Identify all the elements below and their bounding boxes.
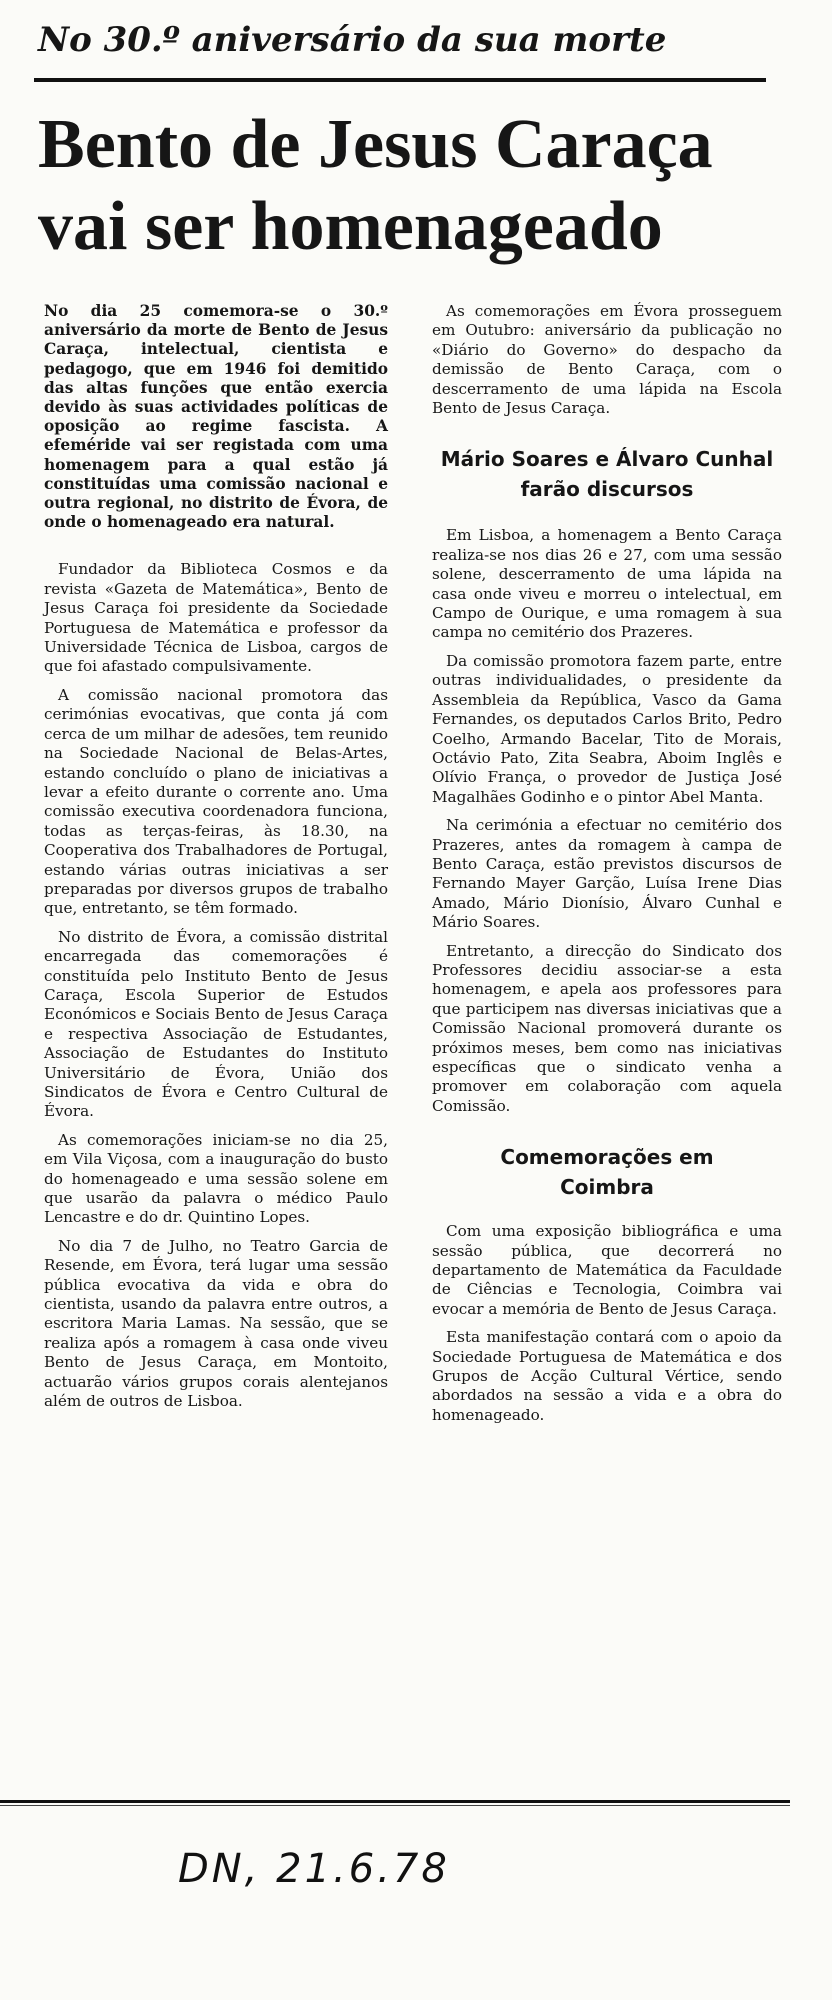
body-paragraph: As comemorações iniciam-se no dia 25, em Vila Viçosa, com a inauguração do busto do homenageado e uma sessão solene em que usarão da palavra o médico Paulo Lencastre e do dr. Quintino Lopes. <box>44 1130 388 1227</box>
body-paragraph: No dia 7 de Julho, no Teatro Garcia de Resende, em Évora, terá lugar uma sessão pública evocativa da vida e obra do cientista, usando da palavra entre outros, a escritora Maria Lamas. Na sessão, que se realiza após a romagem à casa onde viveu Bento de Jesus Caraça, em Montoito, actuarão vários grupos corais alentejanos além de outros de Lisboa. <box>44 1236 388 1411</box>
bottom-rule <box>0 1800 790 1803</box>
body-paragraph: A comissão nacional promotora das cerimónias evocativas, que conta já com cerca de um milhar de adesões, tem reunido na Sociedade Nacional de Belas-Artes, estando concluído o plano de iniciativas a levar a efeito durante o corrente ano. Uma comissão executiva coordenadora funciona, todas as terças-feiras, às 18.30, na Cooperativa dos Trabalhadores de Portugal, estando várias outras iniciativas a ser preparadas por diversos grupos de trabalho que, entretanto, se têm formado. <box>44 685 388 918</box>
bottom-rule-thin <box>0 1805 790 1806</box>
left-column <box>44 302 388 1421</box>
body-paragraph: No distrito de Évora, a comissão distrital encarregada das comemorações é constituída pelo Instituto Bento de Jesus Caraça, Escola Superior de Estudos Económicos e Sociais Bento de Jesus Caraça e respectiva Associação de Estudantes, Associação de Estudantes do Instituto Universitário de Évora, União dos Sindicatos de Évora e Centro Cultural de Évora. <box>44 927 388 1121</box>
subhead-discursos: Mário Soares e Álvaro Cunhal farão discursos <box>440 447 774 502</box>
body-paragraph: As comemorações em Évora prosseguem em Outubro: aniversário da publicação no «Diário do Governo» do despacho da demissão de Bento Caraça, com o descerramento de uma lápida na Escola Bento de Jesus Caraça. <box>432 302 782 418</box>
subhead-coimbra: Comemorações em Coimbra <box>500 1145 714 1200</box>
lead-paragraph: No dia 25 comemora-se o 30.º aniversário da morte de Bento de Jesus Caraça, intelectual, cientista e pedagogo, que em 1946 foi demitido das altas funções que então exercia devido às suas actividades políticas de oposição ao regime fascista. A efeméride vai ser registada com uma homenagem para a qual estão já constituídas uma comissão nacional e outra regional, no distrito de Évora, de onde o homenageado era natural. <box>44 302 388 532</box>
headline-line-2: vai ser homenageado <box>38 188 663 265</box>
handwritten-source-note: DN, 21.6.78 <box>178 1846 450 1892</box>
kicker-title: No 30.º aniversário da sua morte <box>38 20 667 60</box>
body-paragraph: Com uma exposição bibliográfica e uma sessão pública, que decorrerá no departamento de Matemática da Faculdade de Ciências e Tecnologia, Coimbra vai evocar a memória de Bento de Jesus Caraça. <box>432 1222 782 1318</box>
body-paragraph: Esta manifestação contará com o apoio da Sociedade Portuguesa de Matemática e dos Grupos de Acção Cultural Vértice, sendo abordados na sessão a vida e a obra do homenageado. <box>432 1328 782 1424</box>
body-paragraph: Em Lisboa, a homenagem a Bento Caraça realiza-se nos dias 26 e 27, com uma sessão solene, descerramento de uma lápida na casa onde viveu e morreu o intelectual, em Campo de Ourique, e uma romagem à sua campa no cemitério dos Prazeres. <box>432 526 782 642</box>
body-paragraph: Na cerimónia a efectuar no cemitério dos Prazeres, antes da romagem à campa de Bento Caraça, estão previstos discursos de Fernando Mayer Garção, Luísa Irene Dias Amado, Mário Dionísio, Álvaro Cunhal e Mário Soares. <box>432 816 782 932</box>
body-paragraph: Da comissão promotora fazem parte, entre outras individualidades, o presidente da Assembleia da República, Vasco da Gama Fernandes, os deputados Carlos Brito, Pedro Coelho, Armando Bacelar, Tito de Morais, Octávio Pato, Zita Seabra, Aboim Inglês e Olívio França, o provedor de Justiça José Magalhães Godinho e o pintor Abel Manta. <box>432 651 782 806</box>
kicker-underline <box>34 78 766 82</box>
headline <box>38 104 798 268</box>
body-paragraph: Entretanto, a direcção do Sindicato dos Professores decidiu associar-se a esta homenagem, e apela aos professores para que participem nas diversas iniciativas que a Comissão Nacional promoverá durante os próximos meses, bem como nas iniciativas específicas que o sindicato venha a promover em colaboração com aquela Comissão. <box>432 941 782 1115</box>
body-paragraph: Fundador da Biblioteca Cosmos e da revista «Gazeta de Matemática», Bento de Jesus Caraça foi presidente da Sociedade Portuguesa de Matemática e professor da Universidade Técnica de Lisboa, cargos de que foi afastado compulsivamente. <box>44 560 388 676</box>
right-column <box>432 302 782 1434</box>
headline-line-1: Bento de Jesus Caraça <box>38 106 713 183</box>
